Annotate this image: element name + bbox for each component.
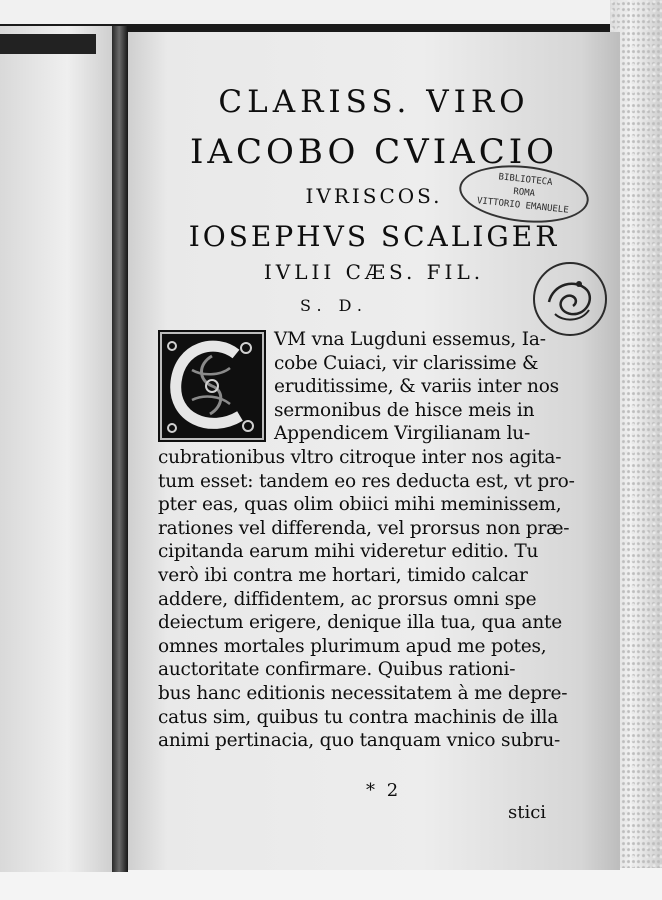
body-line: verò ibi contra me hortari, timido calcar [158, 564, 528, 586]
body-line: addere, diffidentem, ac prorsus omni spe [158, 588, 537, 610]
body-line: deiectum erigere, denique illa tua, qua ante [158, 612, 563, 634]
body-line: cubrationibus vltro citroque inter nos agita- [158, 446, 562, 468]
heading-line-2: IACOBO CVIACIO [189, 132, 559, 172]
heading-line-5: IVLII CÆS. FIL. [263, 260, 485, 284]
body-line: pter eas, quas olim obiici mihi meminissem, [158, 494, 562, 516]
library-stamp-round-icon [533, 262, 607, 336]
body-line: bus hanc editionis necessitatem à me depre- [158, 682, 568, 704]
stamp-emblem-icon [535, 264, 605, 334]
body-line: catus sim, quibus tu contra machinis de illa [158, 706, 559, 728]
heading-line-4: IOSEPHVS SCALIGER [188, 220, 560, 253]
body-line: cipitanda earum mihi videretur editio. Tu [158, 541, 539, 563]
body-line: eruditissime, & variis inter nos [274, 376, 559, 398]
stamp-line-3: VITTORIO EMANUELE [476, 196, 570, 216]
body-line: rationes vel differenda, vel prorsus non præ- [158, 517, 570, 539]
left-page-edge [0, 34, 96, 54]
body-line: auctoritate confirmare. Quibus rationi- [158, 659, 516, 681]
stamp-line-1: BIBLIOTECA [497, 172, 553, 188]
body-line: tum esset: tandem eo res deducta est, vt pro- [158, 470, 575, 492]
scan-bottom-band [0, 868, 662, 900]
heading-line-6: S. D. [300, 296, 368, 315]
signature-mark: * 2 [366, 780, 402, 801]
left-page [0, 26, 114, 872]
body-text [158, 328, 606, 753]
book-gutter [112, 26, 128, 872]
body-line: sermonibus de hisce meis in [274, 399, 535, 421]
body-line: animi pertinacia, quo tanquam vnico subru- [158, 730, 561, 752]
body-line: omnes mortales plurimum apud me potes, [158, 635, 547, 657]
stamp-line-2: ROMA [512, 186, 536, 200]
catchword: stici [508, 802, 547, 823]
body-line: Appendicem Virgilianam lu- [274, 423, 531, 445]
scan-top-band [0, 0, 662, 24]
heading-line-1: CLARISS. VIRO [218, 84, 530, 120]
body-line: VM vna Lugduni essemus, Ia- [274, 329, 546, 350]
right-page [128, 32, 620, 870]
body-line: cobe Cuiaci, vir clarissime & [274, 352, 539, 374]
heading-line-3: IVRISCOS. [305, 184, 443, 208]
